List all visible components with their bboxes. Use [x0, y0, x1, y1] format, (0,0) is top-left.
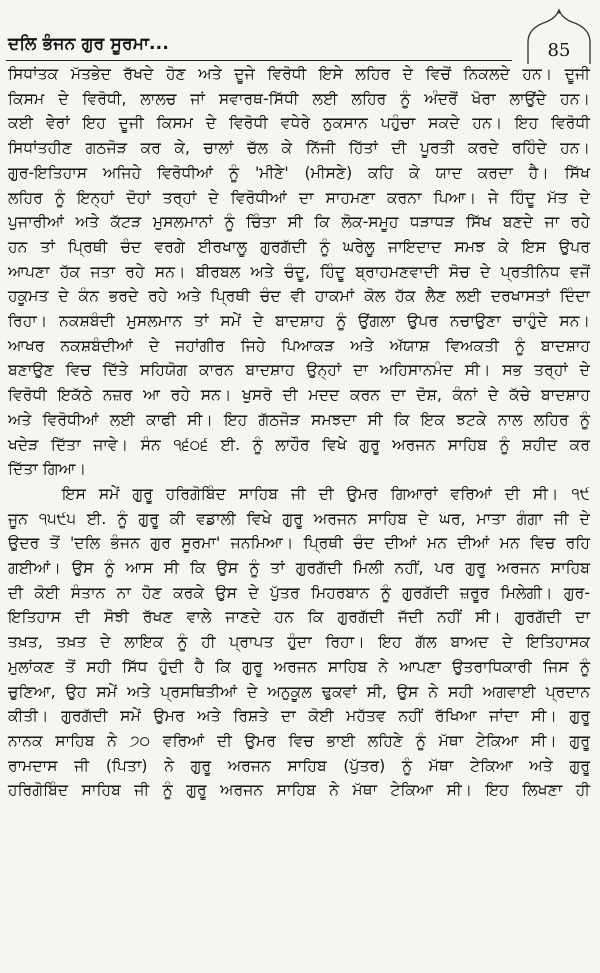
- page-number: 85: [547, 40, 571, 61]
- header-rule: [6, 60, 512, 61]
- text-line: ਗਈਆਂ। ਉਸ ਨੂੰ ਆਸ ਸੀ ਕਿ ਉਸ ਨੂੰ ਤਾਂ ਗੁਰਗੱਦੀ ਮਿਲੀ ਨਹੀਂ, ਪਰ ਗੁਰੂ ਅਰਜਨ ਸਾਹਿਬ: [8, 559, 590, 578]
- text-line: ਚੁਣਿਆ, ਉਹ ਸਮੇਂ ਅਤੇ ਪ੍ਰਸਥਿਤੀਆਂ ਦੇ ਅਨੁਕੂਲ ਢੁਕਵਾਂ ਸੀ, ਉਸ ਨੇ ਸਹੀ ਅਗਵਾਈ ਪ੍ਰਦਾਨ: [8, 682, 590, 701]
- text-line: ਆਪਣਾ ਹੱਕ ਜਤਾ ਰਹੇ ਸਨ। ਬੀਰਬਲ ਅਤੇ ਚੰਦੂ, ਹਿੰਦੂ ਬ੍ਰਾਹਮਣਵਾਦੀ ਸੋਚ ਦੇ ਪ੍ਰਤੀਨਿਧ ਵਜੋਂ: [8, 262, 590, 281]
- text-line: ਬਣਾਉਣ ਵਿਚ ਦਿੱਤੇ ਸਹਿਯੋਗ ਕਾਰਨ ਬਾਦਸ਼ਾਹ ਉਨ੍ਹਾਂ ਦਾ ਅਹਿਸਾਨਮੰਦ ਸੀ। ਸਭ ਤਰ੍ਹਾਂ ਦੇ: [8, 361, 590, 380]
- text-line: ਸਿਧਾਂਤਕ ਮੱਤਭੇਦ ਰੱਖਦੇ ਹੋਣ ਅਤੇ ਦੂਜੇ ਵਿਰੋਧੀ ਇਸੇ ਲਹਿਰ ਦੇ ਵਿਚੋਂ ਨਿਕਲਦੇ ਹਨ। ਦੂਜੀ: [8, 65, 590, 83]
- text-line: ਜੂਨ ੧੫੯੫ ਈ. ਨੂੰ ਗੁਰੂ ਕੀ ਵਡਾਲੀ ਵਿਖੇ ਗੁਰੂ ਅਰਜਨ ਸਾਹਿਬ ਦੇ ਘਰ, ਮਾਤਾ ਗੰਗਾ ਜੀ ਦੇ: [8, 509, 590, 528]
- text-line: ਦੀ ਕੋਈ ਸੰਤਾਨ ਨਾ ਹੋਣ ਕਰਕੇ ਉਸ ਦੇ ਪੁੱਤਰ ਮਿਹਰਬਾਨ ਨੂੰ ਗੁਰਗੱਦੀ ਜ਼ਰੂਰ ਮਿਲੇਗੀ। ਗੁਰ-: [8, 583, 590, 602]
- text-line: ਮੁਲਾਂਕਣ ਤੋਂ ਸਹੀ ਸਿੱਧ ਹੁੰਦੀ ਹੈ ਕਿ ਗੁਰੂ ਅਰਜਨ ਸਾਹਿਬ ਨੇ ਆਪਣਾ ਉਤਰਾਧਿਕਾਰੀ ਜਿਸ ਨੂੰ: [8, 657, 590, 676]
- text-line: ਤਖ਼ਤ, ਤਖ਼ਤ ਦੇ ਲਾਇਕ ਨੂੰ ਹੀ ਪ੍ਰਾਪਤ ਹੁੰਦਾ ਰਿਹਾ। ਇਹ ਗੱਲ ਬਾਅਦ ਦੇ ਇਤਿਹਾਸਕ: [8, 633, 590, 652]
- text-line: ਅਤੇ ਵਿਰੋਧੀਆਂ ਲਈ ਕਾਫੀ ਸੀ। ਇਹ ਗੱਠਜੋੜ ਸਮਝਦਾ ਸੀ ਕਿ ਇਕ ਝਟਕੇ ਨਾਲ ਲਹਿਰ ਨੂੰ: [8, 410, 590, 429]
- text-line: ਸਿਧਾਂਤਹੀਣ ਗਠਜੋੜ ਕਰ ਕੇ, ਚਾਲਾਂ ਚੱਲ ਕੇ ਨਿੱਜੀ ਹਿੱਤਾਂ ਦੀ ਪੂਰਤੀ ਕਰਦੇ ਰਹਿੰਦੇ ਹਨ।: [8, 139, 590, 158]
- text-line: ਦਿੱਤਾ ਗਿਆ।: [8, 460, 87, 479]
- text-line: ਕਿਸਮ ਦੇ ਵਿਰੋਧੀ, ਲਾਲਚ ਜਾਂ ਸਵਾਰਥ-ਸਿੱਧੀ ਲਈ ਲਹਿਰ ਨੂੰ ਅੰਦਰੋਂ ਖੋਰਾ ਲਾਉਂਦੇ ਹਨ।: [8, 89, 590, 108]
- text-line: ਨਾਨਕ ਸਾਹਿਬ ਨੇ ੭੦ ਵਰਿਆਂ ਦੀ ਉਮਰ ਵਿਚ ਭਾਈ ਲਹਿਣੇ ਨੂੰ ਮੱਥਾ ਟੇਕਿਆ ਸੀ। ਗੁਰੂ: [8, 731, 590, 750]
- text-line: ਪੁਜਾਰੀਆਂ ਅਤੇ ਕੱਟੜ ਮੁਸਲਮਾਨਾਂ ਨੂੰ ਚਿੰਤਾ ਸੀ ਕਿ ਲੋਕ-ਸਮੂਹ ਧੜਾਧੜ ਸਿੱਖ ਬਣਦੇ ਜਾ ਰਹੇ: [8, 213, 590, 232]
- text-line: ਕੀਤੀ। ਗੁਰਗੱਦੀ ਸਮੇਂ ਉਮਰ ਅਤੇ ਰਿਸ਼ਤੇ ਦਾ ਕੋਈ ਮਹੱਤਵ ਨਹੀਂ ਰੱਖਿਆ ਜਾਂਦਾ ਸੀ। ਗੁਰੂ: [8, 707, 590, 726]
- paragraph: [8, 62, 590, 482]
- page-header: [6, 8, 590, 61]
- text-line: ਵਿਰੋਧੀ ਇਕੱਠੇ ਨਜ਼ਰ ਆ ਰਹੇ ਸਨ। ਖੁਸਰੋ ਦੀ ਮਦਦ ਕਰਨ ਦਾ ਦੋਸ਼, ਕੰਨਾਂ ਦੇ ਕੱਚੇ ਬਾਦਸ਼ਾਹ: [8, 386, 590, 405]
- text-line: ਆਖਰ ਨਕਸ਼ਬੰਦੀਆਂ ਦੇ ਜਹਾਂਗੀਰ ਜਿਹੇ ਪਿਆਕੜ ਅਤੇ ਅੱਯਾਸ਼ ਵਿਅਕਤੀ ਨੂੰ ਬਾਦਸ਼ਾਹ: [8, 336, 590, 355]
- running-title: ਦਲਿ ਭੰਜਨ ਗੁਰ ਸੂਰਮਾ...: [8, 34, 169, 54]
- text-line: ਹਕੂਮਤ ਦੇ ਕੰਨ ਭਰਦੇ ਰਹੇ ਅਤੇ ਪ੍ਰਿਥੀ ਚੰਦ ਵੀ ਹਾਕਮਾਂ ਕੋਲ ਹੱਕ ਲੈਣ ਲਈ ਦਰਖਾਸਤਾਂ ਦਿੰਦਾ: [8, 287, 590, 306]
- text-line: ਲਹਿਰ ਨੂੰ ਇਨ੍ਹਾਂ ਦੋਹਾਂ ਤਰ੍ਹਾਂ ਦੇ ਵਿਰੋਧੀਆਂ ਦਾ ਸਾਹਮਣਾ ਕਰਨਾ ਪਿਆ। ਜੇ ਹਿੰਦੂ ਮੱਤ ਦੇ: [8, 188, 590, 207]
- text-line: ਹਨ ਤਾਂ ਪ੍ਰਿਥੀ ਚੰਦ ਵਰਗੇ ਈਰਖਾਲੂ ਗੁਰਗੱਦੀ ਨੂੰ ਘਰੇਲੂ ਜਾਇਦਾਦ ਸਮਝ ਕੇ ਇਸ ਉਪਰ: [8, 237, 590, 256]
- text-line: ਇਸ ਸਮੇਂ ਗੁਰੂ ਹਰਿਗੋਬਿੰਦ ਸਾਹਿਬ ਜੀ ਦੀ ਉਮਰ ਗਿਆਰਾਂ ਵਰਿਆਂ ਦੀ ਸੀ। ੧੯: [62, 484, 590, 503]
- paragraph: [8, 482, 590, 803]
- text-line: ਗੁਰ-ਇਤਿਹਾਸ ਅਜਿਹੇ ਵਿਰੋਧੀਆਂ ਨੂੰ 'ਮੀਣੇ' (ਮੀਸਣੇ) ਕਹਿ ਕੇ ਯਾਦ ਕਰਦਾ ਹੈ। ਸਿੱਖ: [8, 163, 590, 182]
- text-line: ਹਰਿਗੋਬਿੰਦ ਸਾਹਿਬ ਜੀ ਨੂੰ ਗੁਰੂ ਅਰਜਨ ਸਾਹਿਬ ਨੇ ਮੱਥਾ ਟੇਕਿਆ ਸੀ। ਇਹ ਲਿਖਣਾ ਹੀ: [8, 781, 590, 800]
- text-line: ਰਿਹਾ। ਨਕਸ਼ਬੰਦੀ ਮੁਸਲਮਾਨ ਤਾਂ ਸਮੇਂ ਦੇ ਬਾਦਸ਼ਾਹ ਨੂੰ ਉਂਗਲਾ ਉਪਰ ਨਚਾਉਣਾ ਚਾਹੁੰਦੇ ਸਨ।: [8, 312, 590, 331]
- text-line: ਖਦੇੜ ਦਿੱਤਾ ਜਾਵੇ। ਸੰਨ ੧੬੦੬ ਈ. ਨੂੰ ਲਾਹੌਰ ਵਿਖੇ ਗੁਰੂ ਅਰਜਨ ਸਾਹਿਬ ਨੂੰ ਸ਼ਹੀਦ ਕਰ: [8, 435, 590, 454]
- body-text: [8, 62, 590, 803]
- text-line: ਰਾਮਦਾਸ ਜੀ (ਪਿਤਾ) ਨੇ ਗੁਰੂ ਅਰਜਨ ਸਾਹਿਬ (ਪੁੱਤਰ) ਨੂੰ ਮੱਥਾ ਟੇਕਿਆ ਅਤੇ ਗੁਰੂ: [8, 756, 590, 775]
- text-line: ਇਤਿਹਾਸ ਦੀ ਸੋਝੀ ਰੱਖਣ ਵਾਲੇ ਜਾਣਦੇ ਹਨ ਕਿ ਗੁਰਗੱਦੀ ਜੱਦੀ ਨਹੀਂ ਸੀ। ਗੁਰਗੱਦੀ ਦਾ: [8, 608, 590, 627]
- text-line: ਉਦਰ ਤੋਂ 'ਦਲਿ ਭੰਜਨ ਗੁਰ ਸੂਰਮਾ' ਜਨਮਿਆ। ਪ੍ਰਿਥੀ ਚੰਦ ਦੀਆਂ ਮਨ ਦੀਆਂ ਮਨ ਵਿਚ ਰਹਿ: [8, 534, 590, 553]
- text-line: ਕਈ ਵੇਰਾਂ ਇਹ ਦੂਜੀ ਕਿਸਮ ਦੇ ਵਿਰੋਧੀ ਵਧੇਰੇ ਨੁਕਸਾਨ ਪਹੁੰਚਾ ਸਕਦੇ ਹਨ। ਇਹ ਵਿਰੋਧੀ: [8, 114, 590, 133]
